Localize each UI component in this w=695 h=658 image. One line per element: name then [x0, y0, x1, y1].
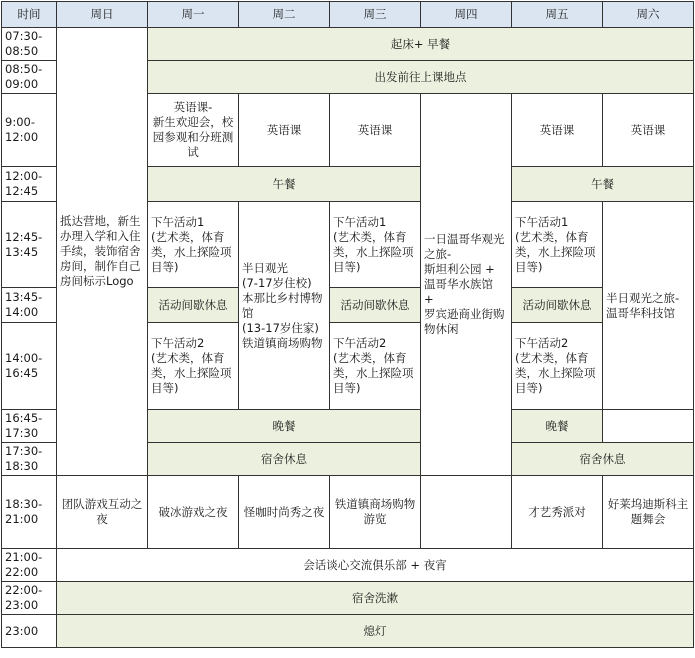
weekly-schedule-table — [1, 1, 694, 648]
time-slot: 23:00 — [2, 615, 57, 648]
header-day-wednesday: 周三 — [330, 2, 421, 28]
depart-cell: 出发前往上课地点 — [148, 61, 694, 94]
wash-cell: 宿舍洗漱 — [57, 582, 694, 615]
header-time: 时间 — [2, 2, 57, 28]
saturday-evening-cell: 好莱坞迪斯科主题舞会 — [603, 476, 694, 549]
dorm-rest-cell-fri-sat: 宿舍休息 — [512, 443, 694, 476]
dorm-rest-cell-mon-wed: 宿舍休息 — [148, 443, 421, 476]
wednesday-evening-cell: 铁道镇商场购物游览 — [330, 476, 421, 549]
wednesday-morning-cell: 英语课 — [330, 94, 421, 167]
time-slot: 18:30- 21:00 — [2, 476, 57, 549]
wednesday-afternoon-activity-2: 下午活动2 (艺术类，体育类，水上探险项目等) — [330, 323, 421, 410]
saturday-empty-cell — [603, 410, 694, 443]
lunch-cell-fri-sat: 午餐 — [512, 167, 694, 202]
dinner-cell-fri: 晚餐 — [512, 410, 603, 443]
time-slot: 9:00- 12:00 — [2, 94, 57, 167]
monday-afternoon-activity-2: 下午活动2 (艺术类，体育类，水上探险项目等) — [148, 323, 239, 410]
thursday-evening-empty-cell — [421, 476, 512, 549]
thursday-fullday-cell: 一日温哥华观光之旅- 斯坦利公园 + 温哥华水族馆 + 罗宾逊商业街购物休闲 — [421, 94, 512, 476]
lunch-cell-mon-wed: 午餐 — [148, 167, 421, 202]
sunday-arrival-cell: 抵达营地，新生办理入学和入住手续，装饰宿舍房间，制作自己房间标示Logo — [57, 28, 148, 476]
saturday-afternoon-tour-cell: 半日观光之旅- 温哥华科技馆 — [603, 202, 694, 410]
time-slot: 14:00- 16:45 — [2, 323, 57, 410]
sunday-evening-cell: 团队游戏互动之夜 — [57, 476, 148, 549]
monday-break-cell: 活动间歇休息 — [148, 288, 239, 323]
lights-out-cell: 熄灯 — [57, 615, 694, 648]
table-row — [2, 615, 694, 648]
friday-afternoon-activity-2: 下午活动2 (艺术类，体育类，水上探险项目等) — [512, 323, 603, 410]
time-slot: 16:45- 17:30 — [2, 410, 57, 443]
table-row — [2, 476, 694, 549]
time-slot: 21:00- 22:00 — [2, 549, 57, 582]
saturday-morning-cell: 英语课 — [603, 94, 694, 167]
header-day-saturday: 周六 — [603, 2, 694, 28]
header-day-monday: 周一 — [148, 2, 239, 28]
friday-morning-cell: 英语课 — [512, 94, 603, 167]
monday-morning-cell: 英语课- 新生欢迎会，校园参观和分班测试 — [148, 94, 239, 167]
wednesday-afternoon-activity-1: 下午活动1 (艺术类，体育类，水上探险项目等) — [330, 202, 421, 288]
header-day-thursday: 周四 — [421, 2, 512, 28]
time-slot: 13:45- 14:00 — [2, 288, 57, 323]
time-slot: 12:45- 13:45 — [2, 202, 57, 288]
time-slot: 22:00- 23:00 — [2, 582, 57, 615]
club-cell: 会话谈心交流俱乐部 + 夜宵 — [57, 549, 694, 582]
friday-afternoon-activity-1: 下午活动1 (艺术类，体育类，水上探险项目等) — [512, 202, 603, 288]
tuesday-morning-cell: 英语课 — [239, 94, 330, 167]
time-slot: 12:00- 12:45 — [2, 167, 57, 202]
monday-evening-cell: 破冰游戏之夜 — [148, 476, 239, 549]
header-day-sunday: 周日 — [57, 2, 148, 28]
table-row — [2, 28, 694, 61]
friday-break-cell: 活动间歇休息 — [512, 288, 603, 323]
time-slot: 07:30- 08:50 — [2, 28, 57, 61]
header-day-tuesday: 周二 — [239, 2, 330, 28]
time-slot: 08:50- 09:00 — [2, 61, 57, 94]
tuesday-evening-cell: 怪咖时尚秀之夜 — [239, 476, 330, 549]
header-row — [2, 2, 694, 28]
breakfast-cell: 起床+ 早餐 — [148, 28, 694, 61]
table-row — [2, 582, 694, 615]
friday-evening-cell: 才艺秀派对 — [512, 476, 603, 549]
dinner-cell-mon-wed: 晚餐 — [148, 410, 421, 443]
monday-afternoon-activity-1: 下午活动1 (艺术类，体育类，水上探险项目等) — [148, 202, 239, 288]
table-row — [2, 549, 694, 582]
time-slot: 17:30- 18:30 — [2, 443, 57, 476]
tuesday-afternoon-tour-cell: 半日观光 (7-17岁住校) 本那比乡村博物馆 (13-17岁住家) 铁道镇商场购物 — [239, 202, 330, 410]
wednesday-break-cell: 活动间歇休息 — [330, 288, 421, 323]
header-day-friday: 周五 — [512, 2, 603, 28]
